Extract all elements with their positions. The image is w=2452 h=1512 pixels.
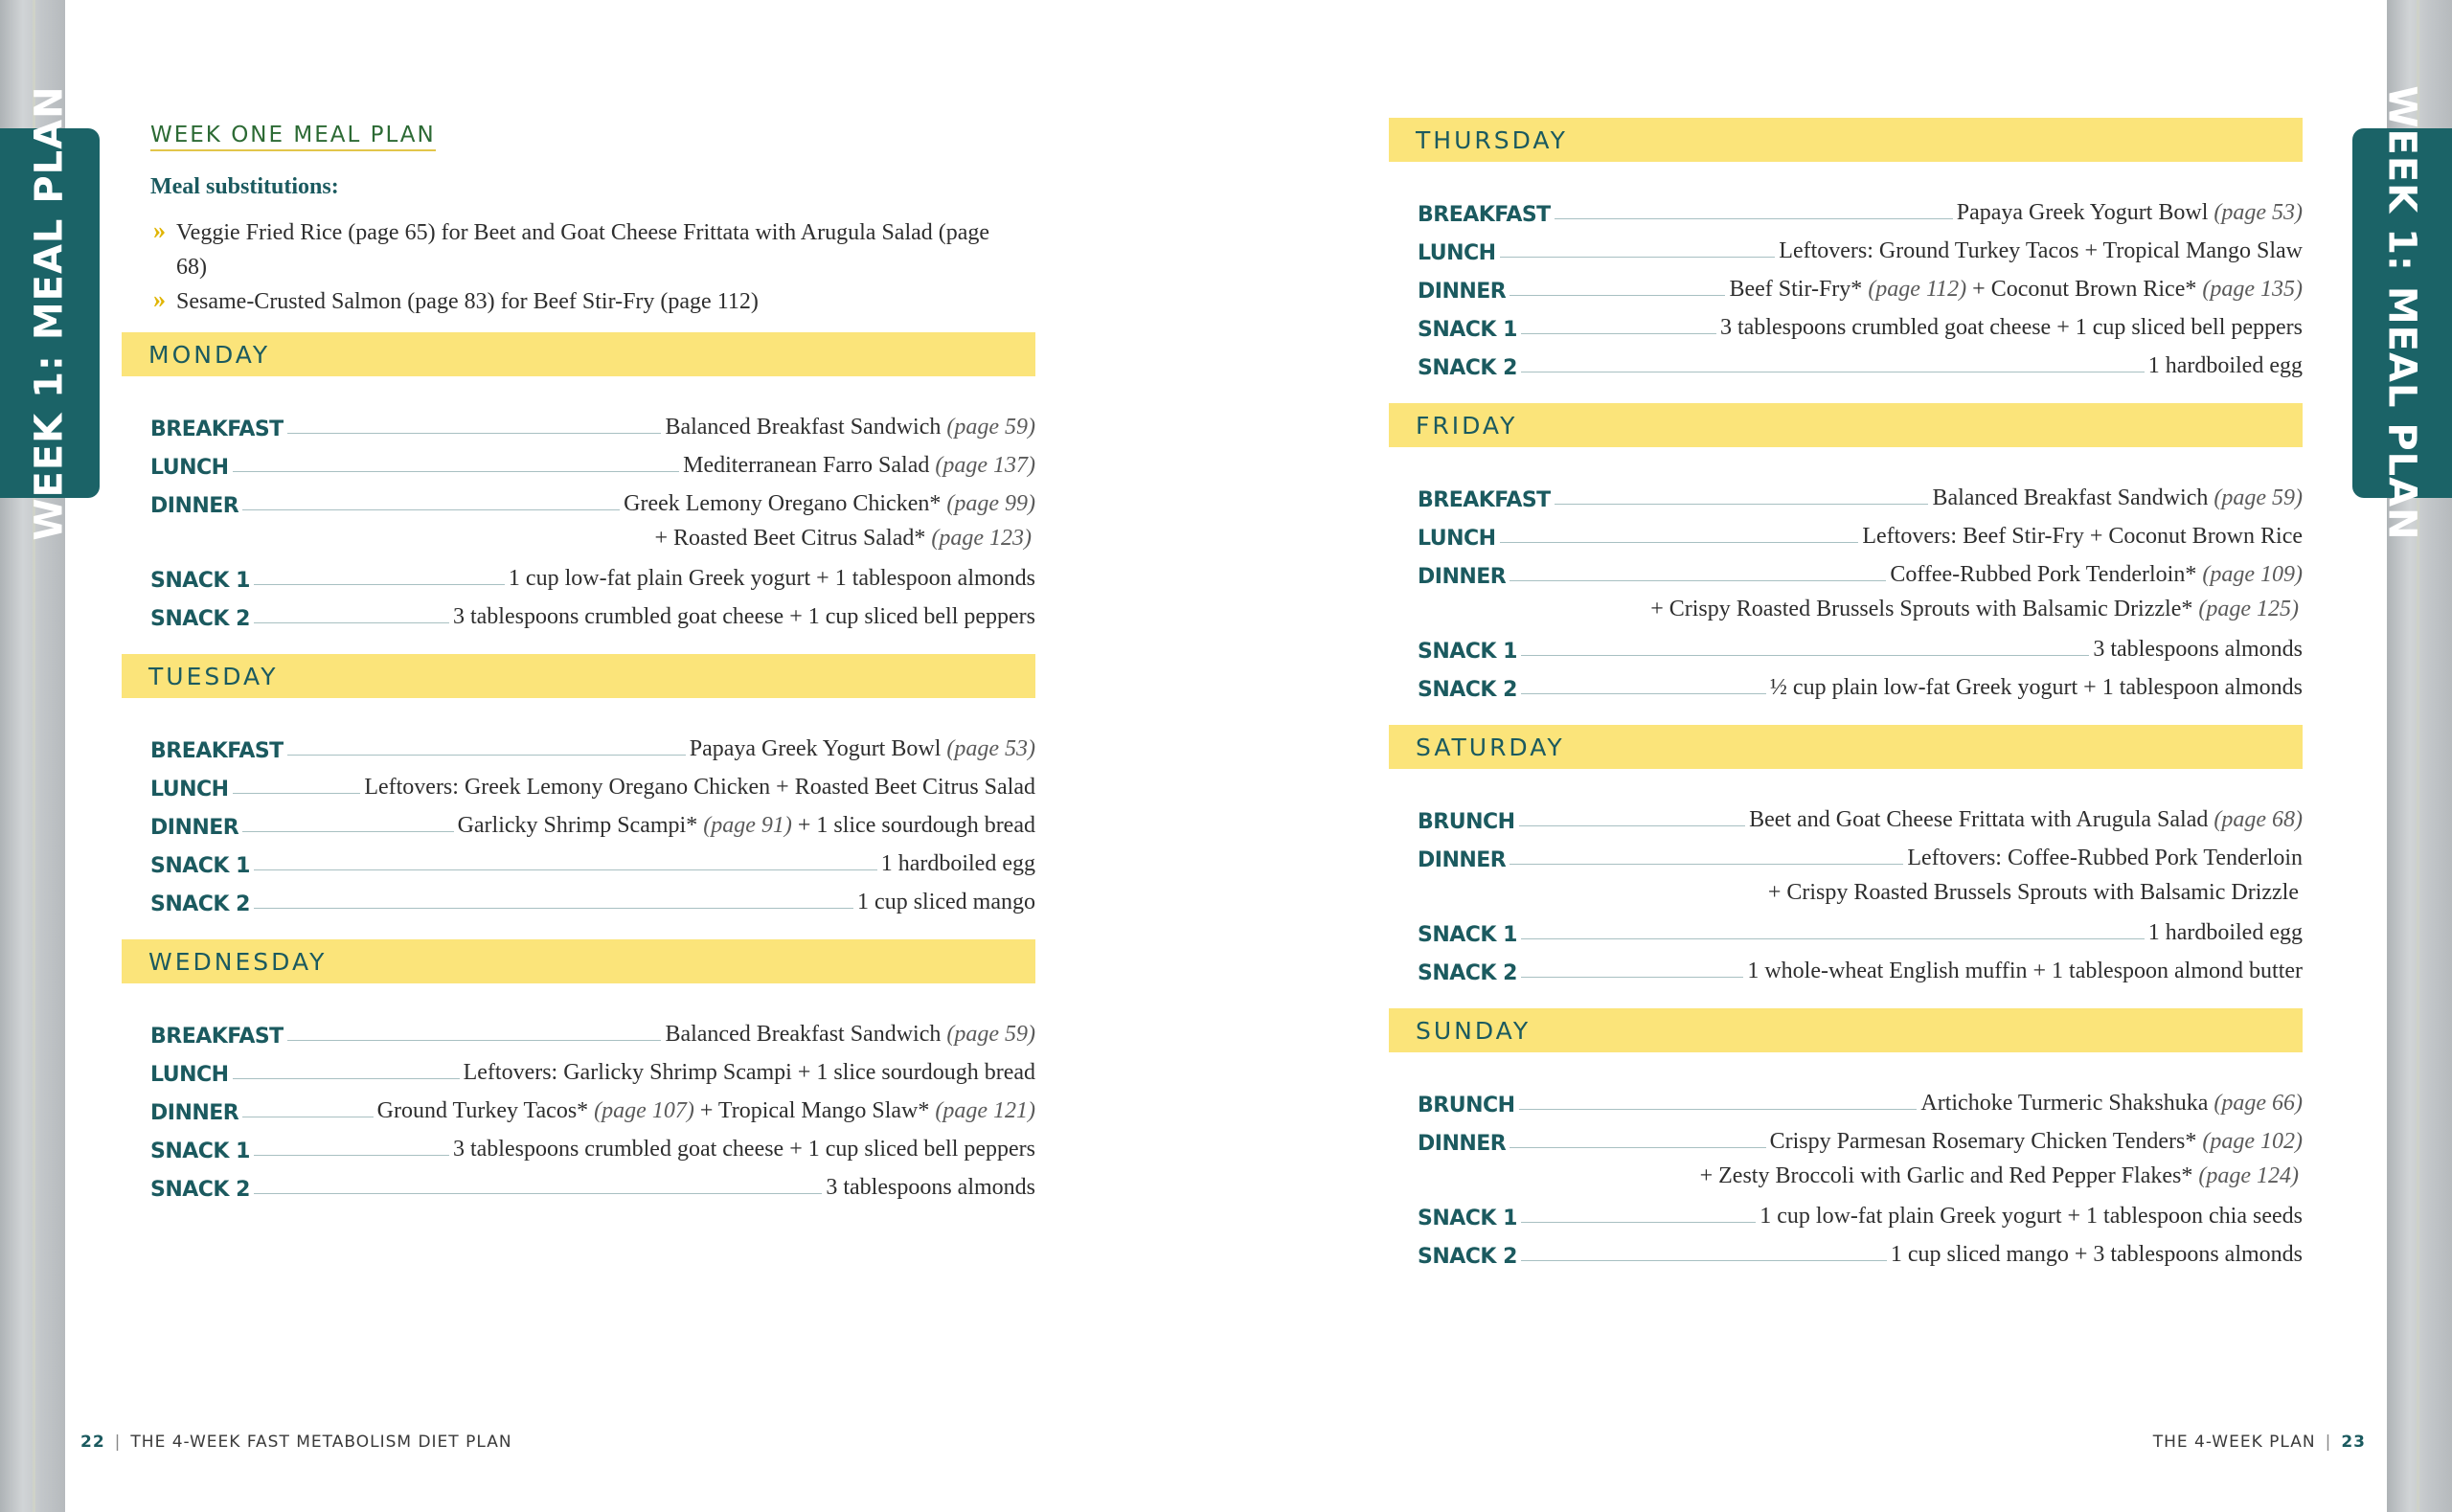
meal-text: 3 tablespoons crumbled goat cheese + 1 cup sliced bell peppers	[452, 604, 1035, 629]
dot-leader	[1510, 864, 1903, 865]
meal-list	[1389, 447, 2303, 704]
dot-leader	[287, 1040, 662, 1041]
day-section-sunday	[1389, 1008, 2303, 1271]
meal-text: Mediterranean Farro Salad	[683, 453, 930, 478]
meal-list	[1389, 162, 2303, 382]
meal-value	[2148, 353, 2303, 382]
page-ref: (page 102)	[2202, 1129, 2303, 1154]
dot-leader	[1521, 655, 2089, 656]
dot-leader	[287, 433, 662, 434]
meal-addition: + 1 slice sourdough bread	[797, 813, 1035, 838]
meal-label: BREAKFAST	[1418, 203, 1551, 227]
meal-row	[1418, 1232, 2303, 1271]
meal-value	[1920, 1091, 2303, 1119]
page-ref: (page 107)	[594, 1098, 694, 1123]
meal-text: Leftovers: Coffee-Rubbed Pork Tenderloin	[1907, 846, 2303, 870]
meal-row	[150, 1127, 1035, 1165]
meal-label: DINNER	[150, 494, 239, 518]
meal-row	[1418, 191, 2303, 229]
continuation-text: + Crispy Roasted Brussels Sprouts with Balsamic Drizzle	[1767, 880, 2299, 905]
meal-row	[150, 1050, 1035, 1089]
meal-label: BRUNCH	[1418, 810, 1515, 834]
day-header: THURSDAY	[1389, 118, 2303, 162]
substitution-item: » Veggie Fried Rice (page 65) for Beet and Goat Cheese Frittata with Arugula Salad (page 68)	[174, 215, 1019, 284]
meal-text: 3 tablespoons almonds	[826, 1175, 1035, 1200]
meal-value	[453, 604, 1035, 633]
page-ref: (page 68)	[2214, 807, 2303, 832]
meal-addition: + Coconut Brown Rice*	[1972, 277, 2197, 302]
week-title: WEEK ONE MEAL PLAN	[150, 123, 436, 151]
day-section-thursday	[1389, 118, 2303, 382]
meal-value	[1957, 200, 2303, 229]
day-section-monday	[122, 332, 1035, 633]
meal-label: DINNER	[1418, 848, 1507, 872]
dot-leader	[1521, 1260, 1887, 1261]
page-ref: (page 135)	[2202, 277, 2303, 302]
meal-row	[150, 595, 1035, 633]
meal-text: 1 hardboiled egg	[2147, 920, 2303, 945]
page-ref: (page 99)	[946, 491, 1035, 516]
dot-leader	[1519, 825, 1746, 826]
meal-list	[1389, 769, 2303, 987]
meal-text: 1 cup low-fat plain Greek yogurt + 1 tablespoon almonds	[508, 566, 1035, 591]
meal-text: Ground Turkey Tacos*	[376, 1098, 589, 1123]
dot-leader	[287, 755, 686, 756]
meal-list	[122, 376, 1035, 633]
meal-label: LUNCH	[150, 456, 229, 480]
dot-leader	[1521, 333, 1716, 334]
meal-value	[1770, 675, 2303, 704]
meal-label: SNACK 1	[1418, 318, 1517, 342]
meal-label: LUNCH	[1418, 241, 1496, 265]
dot-leader	[254, 622, 449, 623]
meal-text: Balanced Breakfast Sandwich	[665, 415, 942, 440]
meal-text: 1 hardboiled egg	[880, 851, 1035, 876]
meal-value	[1760, 1204, 2303, 1232]
right-footer	[2153, 1433, 2366, 1452]
meal-text: 1 cup sliced mango	[857, 890, 1035, 914]
page-ref: (page 124)	[2198, 1163, 2299, 1188]
dot-leader	[1555, 218, 1953, 219]
meal-value	[2093, 637, 2303, 666]
meal-value	[1907, 846, 2303, 874]
meal-row	[1418, 798, 2303, 836]
page-ref: (page 109)	[2202, 562, 2303, 587]
page-ref: (page 53)	[946, 736, 1035, 761]
meal-text: Coffee-Rubbed Pork Tenderloin*	[1890, 562, 2197, 587]
meal-text: Greek Lemony Oregano Chicken*	[624, 491, 942, 516]
right-page-number: 23	[2341, 1433, 2366, 1452]
dot-leader	[1500, 257, 1776, 258]
meal-list	[1389, 1052, 2303, 1271]
day-header: SUNDAY	[1389, 1008, 2303, 1052]
substitution-item: » Sesame-Crusted Salmon (page 83) for Beef Stir-Fry (page 112)	[174, 284, 1019, 319]
meal-addition: + Tropical Mango Slaw*	[699, 1098, 930, 1123]
meal-value	[1729, 277, 2303, 305]
continuation-text: + Crispy Roasted Brussels Sprouts with Balsamic Drizzle*	[1650, 597, 2193, 621]
meal-text: Leftovers: Ground Turkey Tacos + Tropical Mango Slaw	[1779, 238, 2303, 263]
meal-label: SNACK 1	[150, 854, 250, 878]
right-side-tab-label: WEEK 1: MEAL PLAN	[2380, 85, 2424, 541]
meal-text: Leftovers: Garlicky Shrimp Scampi + 1 slice sourdough bread	[463, 1060, 1035, 1085]
dot-leader	[1555, 504, 1929, 505]
meal-label: BREAKFAST	[1418, 488, 1551, 512]
page-ref: (page 59)	[946, 1022, 1035, 1047]
page-ref: (page 53)	[2214, 200, 2303, 225]
day-section-tuesday	[122, 654, 1035, 918]
meal-row	[1418, 344, 2303, 382]
meal-label: SNACK 1	[1418, 1207, 1517, 1230]
dot-leader	[1510, 580, 1886, 581]
day-header: MONDAY	[122, 332, 1035, 376]
meal-value	[453, 1137, 1035, 1165]
meal-label: SNACK 2	[1418, 678, 1517, 702]
dot-leader	[1521, 693, 1766, 694]
day-header: WEDNESDAY	[122, 939, 1035, 983]
page-ref: (page 121)	[935, 1098, 1035, 1123]
meal-text: Papaya Greek Yogurt Bowl	[689, 736, 942, 761]
page-ref: (page 59)	[2214, 485, 2303, 510]
meal-text: Crispy Parmesan Rosemary Chicken Tenders*	[1769, 1129, 2197, 1154]
meal-text: 1 hardboiled egg	[2147, 353, 2303, 378]
meal-value	[458, 813, 1035, 842]
meal-row	[150, 443, 1035, 482]
meal-value	[464, 1060, 1035, 1089]
meal-label: SNACK 1	[150, 1140, 250, 1163]
dot-leader	[254, 1155, 449, 1156]
meal-row	[150, 405, 1035, 443]
meal-text: ½ cup plain low-fat Greek yogurt + 1 tablespoon almonds	[1769, 675, 2303, 700]
day-section-wednesday	[122, 939, 1035, 1204]
meal-row	[1418, 836, 2303, 874]
dot-leader	[242, 831, 453, 832]
meal-label: LUNCH	[1418, 527, 1496, 551]
meal-row	[1418, 1119, 2303, 1158]
meal-value	[364, 775, 1035, 803]
meal-text: Artichoke Turmeric Shakshuka	[1920, 1091, 2209, 1116]
meal-label: SNACK 2	[1418, 1245, 1517, 1269]
meal-text: Papaya Greek Yogurt Bowl	[1956, 200, 2209, 225]
meal-row	[1418, 476, 2303, 514]
dot-leader	[242, 509, 620, 510]
left-page-number: 22	[80, 1433, 105, 1452]
continuation-text: + Zesty Broccoli with Garlic and Red Pepper Flakes*	[1699, 1163, 2193, 1188]
meal-value	[1932, 485, 2303, 514]
meal-label: SNACK 2	[1418, 356, 1517, 380]
meal-row	[150, 1089, 1035, 1127]
dot-leader	[1510, 295, 1725, 296]
page-ref: (page 137)	[935, 453, 1035, 478]
dot-leader	[254, 869, 877, 870]
dot-leader	[233, 471, 680, 472]
meal-list	[122, 983, 1035, 1204]
meal-text: 1 cup low-fat plain Greek yogurt + 1 tablespoon chia seeds	[1760, 1204, 2303, 1229]
meal-value	[1749, 807, 2303, 836]
meal-label: DINNER	[150, 1101, 239, 1125]
day-section-friday	[1389, 403, 2303, 704]
dot-leader	[254, 908, 853, 909]
meal-value	[1720, 315, 2303, 344]
meal-row	[150, 803, 1035, 842]
meal-value	[1770, 1129, 2303, 1158]
meal-row	[1418, 553, 2303, 591]
dot-leader	[1521, 977, 1743, 978]
meal-value	[826, 1175, 1035, 1204]
meal-value	[881, 851, 1035, 880]
meal-value	[624, 491, 1035, 520]
meal-label: BREAKFAST	[150, 739, 284, 763]
meal-list	[122, 698, 1035, 918]
meal-text: 3 tablespoons crumbled goat cheese + 1 cup sliced bell peppers	[1719, 315, 2303, 340]
substitutions-heading: Meal substitutions:	[150, 174, 339, 199]
meal-label: DINNER	[150, 816, 239, 840]
footer-separator: |	[114, 1433, 122, 1452]
meal-label: SNACK 2	[1418, 961, 1517, 985]
meal-value	[1779, 238, 2303, 267]
meal-text: Leftovers: Beef Stir-Fry + Coconut Brown Rice	[1862, 524, 2303, 549]
left-footer	[80, 1433, 512, 1452]
page-ref: (page 66)	[2214, 1091, 2303, 1116]
dot-leader	[233, 1078, 460, 1079]
meal-label: SNACK 1	[1418, 640, 1517, 664]
meal-label: DINNER	[1418, 1132, 1507, 1156]
right-footer-title: THE 4-WEEK PLAN	[2152, 1433, 2316, 1452]
footer-separator: |	[2325, 1433, 2332, 1452]
meal-row	[1418, 666, 2303, 704]
meal-label: SNACK 2	[150, 892, 250, 916]
meal-text: 3 tablespoons crumbled goat cheese + 1 cup sliced bell peppers	[452, 1137, 1035, 1162]
meal-value	[665, 415, 1035, 443]
meal-label: SNACK 1	[150, 569, 250, 593]
meal-value	[857, 890, 1035, 918]
meal-value	[690, 736, 1035, 765]
page-ref: (page 59)	[946, 415, 1035, 440]
meal-row	[150, 727, 1035, 765]
meal-row	[150, 842, 1035, 880]
day-header: SATURDAY	[1389, 725, 2303, 769]
meal-row	[150, 765, 1035, 803]
meal-value	[509, 566, 1035, 595]
meal-continuation	[1418, 874, 2303, 911]
meal-text: Beet and Goat Cheese Frittata with Arugula Salad	[1749, 807, 2209, 832]
meal-text: Garlicky Shrimp Scampi*	[457, 813, 698, 838]
right-side-tab	[2352, 85, 2452, 541]
dot-leader	[254, 584, 505, 585]
substitutions-list	[174, 215, 1035, 319]
left-side-tab	[0, 85, 100, 541]
meal-row	[1418, 911, 2303, 949]
meal-label: BRUNCH	[1418, 1094, 1515, 1117]
meal-label: BREAKFAST	[150, 417, 284, 441]
meal-label: DINNER	[1418, 565, 1507, 589]
meal-label: BREAKFAST	[150, 1025, 284, 1049]
meal-row	[150, 556, 1035, 595]
dot-leader	[1510, 1147, 1765, 1148]
meal-continuation	[150, 520, 1035, 556]
meal-text: Balanced Breakfast Sandwich	[665, 1022, 942, 1047]
meal-value	[1747, 959, 2303, 987]
meal-row	[1418, 1194, 2303, 1232]
meal-value	[377, 1098, 1035, 1127]
meal-text: 3 tablespoons almonds	[2093, 637, 2303, 662]
meal-label: DINNER	[1418, 280, 1507, 304]
left-footer-title: THE 4-WEEK FAST METABOLISM DIET PLAN	[130, 1433, 512, 1452]
meal-row	[150, 880, 1035, 918]
meal-row	[1418, 1081, 2303, 1119]
meal-value	[665, 1022, 1035, 1050]
meal-value	[1890, 562, 2303, 591]
left-side-tab-label: WEEK 1: MEAL PLAN	[28, 85, 72, 541]
meal-text: Leftovers: Greek Lemony Oregano Chicken + Roasted Beet Citrus Salad	[364, 775, 1035, 800]
right-page	[1389, 0, 2303, 1292]
page-ref: (page 112)	[1868, 277, 1967, 302]
page-ref: (page 125)	[2198, 597, 2299, 621]
meal-value	[683, 453, 1035, 482]
meal-label: LUNCH	[150, 778, 229, 801]
meal-value	[2148, 920, 2303, 949]
meal-row	[1418, 229, 2303, 267]
meal-row	[1418, 949, 2303, 987]
meal-value	[1862, 524, 2303, 553]
meal-text: 1 cup sliced mango + 3 tablespoons almonds	[1890, 1242, 2303, 1267]
meal-text: Balanced Breakfast Sandwich	[1932, 485, 2209, 510]
meal-text: Beef Stir-Fry*	[1729, 277, 1863, 302]
meal-label: SNACK 2	[150, 607, 250, 631]
continuation-text: + Roasted Beet Citrus Salad*	[654, 526, 926, 551]
day-header: TUESDAY	[122, 654, 1035, 698]
meal-label: SNACK 1	[1418, 923, 1517, 947]
meal-row	[1418, 514, 2303, 553]
day-header: FRIDAY	[1389, 403, 2303, 447]
page-ref: (page 91)	[703, 813, 792, 838]
dot-leader	[1500, 542, 1859, 543]
meal-continuation	[1418, 591, 2303, 627]
meal-row	[150, 1012, 1035, 1050]
dot-leader	[1519, 1109, 1918, 1110]
meal-label: LUNCH	[150, 1063, 229, 1087]
meal-row	[150, 482, 1035, 520]
dot-leader	[233, 793, 361, 794]
meal-row	[1418, 267, 2303, 305]
dot-leader	[254, 1193, 822, 1194]
meal-text: 1 whole-wheat English muffin + 1 tablespoon almond butter	[1747, 959, 2303, 983]
day-section-saturday	[1389, 725, 2303, 987]
page-ref: (page 123)	[931, 526, 1032, 551]
left-page	[122, 0, 1035, 1225]
meal-row	[1418, 627, 2303, 666]
dot-leader	[1521, 938, 2145, 939]
meal-row	[1418, 305, 2303, 344]
dot-leader	[1521, 1222, 1756, 1223]
meal-continuation	[1418, 1158, 2303, 1194]
meal-row	[150, 1165, 1035, 1204]
meal-label: SNACK 2	[150, 1178, 250, 1202]
meal-value	[1891, 1242, 2303, 1271]
